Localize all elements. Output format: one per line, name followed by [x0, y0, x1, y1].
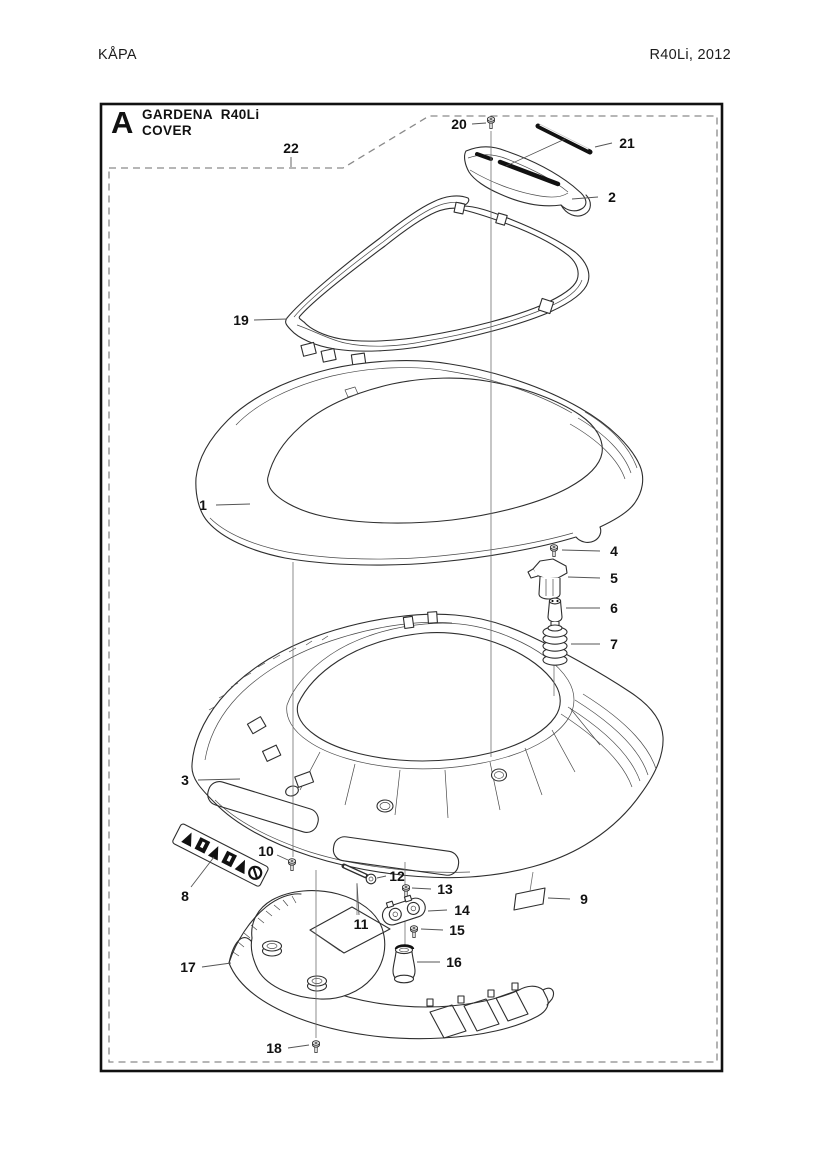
part-19-top-frame — [286, 196, 589, 366]
part-9-label-sticker — [514, 888, 545, 910]
callout-7: 7 — [610, 636, 618, 652]
part-1-cover-shell — [196, 361, 643, 565]
page-header-left: KÅPA — [98, 47, 137, 63]
part-10-screw — [289, 859, 296, 871]
panel-title-line2: COVER — [142, 123, 193, 138]
callout-9: 9 — [580, 891, 588, 907]
callout-17: 17 — [180, 959, 196, 975]
callout-11: 11 — [353, 916, 369, 932]
kit-dashed-boundary — [109, 116, 717, 1062]
part-4-screw — [551, 545, 558, 557]
callout-14: 14 — [454, 902, 470, 918]
callout-2: 2 — [608, 189, 616, 205]
callout-20: 20 — [451, 116, 467, 132]
part-21-rubber-strip — [506, 125, 590, 166]
part-5-latch-housing — [528, 559, 567, 599]
page-header-right: R40Li, 2012 — [649, 47, 731, 63]
part-13-screw — [403, 885, 410, 897]
callout-3: 3 — [181, 772, 189, 788]
callout-4: 4 — [610, 543, 618, 559]
callout-6: 6 — [610, 600, 618, 616]
callout-22: 22 — [283, 140, 299, 156]
part-3-body-frame — [192, 612, 663, 878]
section-letter: A — [111, 105, 134, 140]
callout-15: 15 — [449, 922, 465, 938]
part-18-screw — [313, 1041, 320, 1053]
part-15-screw — [411, 926, 418, 938]
part-7-spring — [543, 625, 567, 665]
part-14-hinge-bracket — [379, 892, 428, 927]
callout-8: 8 — [181, 888, 189, 904]
part-20-screw — [488, 117, 495, 129]
callout-13: 13 — [437, 881, 453, 897]
part-6-plunger-pin — [548, 598, 562, 628]
callout-12: 12 — [389, 868, 405, 884]
callout-5: 5 — [610, 570, 618, 586]
part-16-rubber-damper — [393, 945, 415, 982]
callout-16: 16 — [446, 954, 462, 970]
part-2-rear-hatch-cover — [465, 147, 591, 216]
callout-19: 19 — [233, 312, 249, 328]
callout-18: 18 — [266, 1040, 282, 1056]
callout-1: 1 — [199, 497, 207, 513]
panel-title-line1: GARDENA R40Li — [142, 107, 260, 122]
callout-21: 21 — [619, 135, 635, 151]
callout-10: 10 — [258, 843, 274, 859]
part-12-washer — [366, 874, 376, 884]
